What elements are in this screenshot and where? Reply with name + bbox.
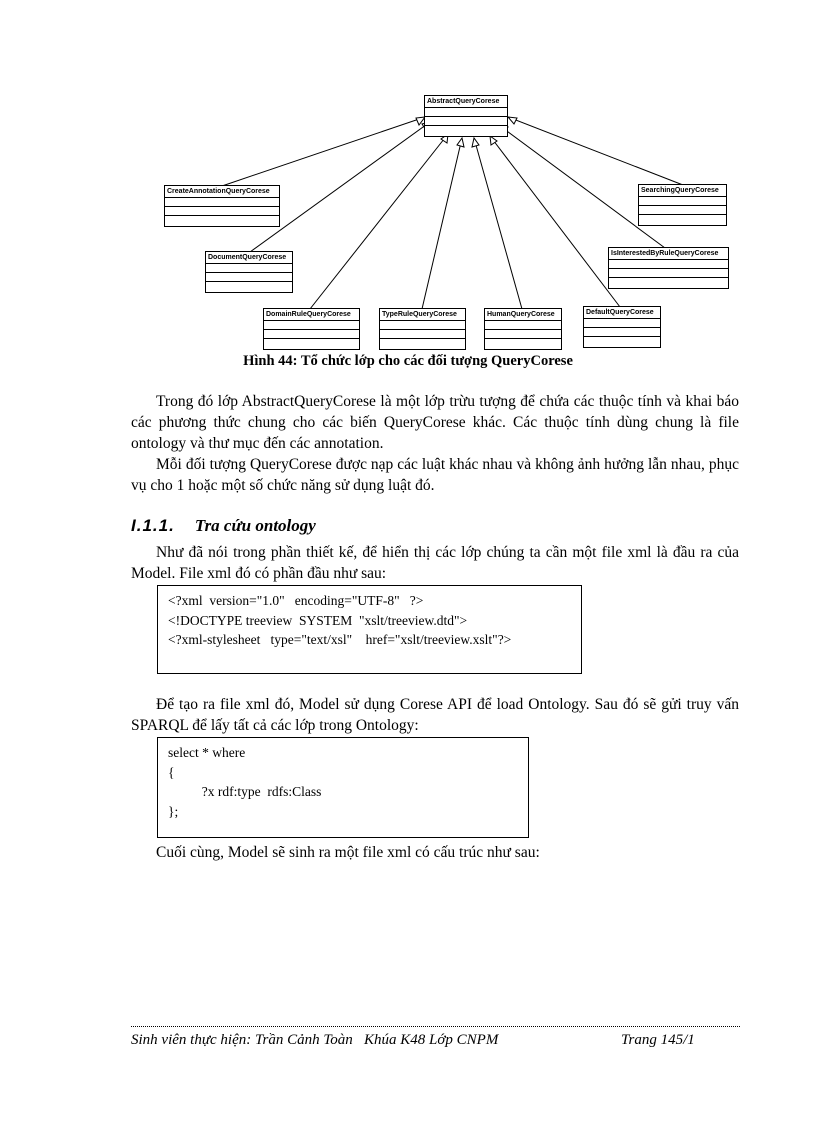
paragraph: Như đã nói trong phần thiết kế, để hiển thị các lớp chúng ta cần một file xml là đầu ra của Model. File xml đó có phần đầu như sau: <box>131 544 739 582</box>
figure-caption: Hình 44: Tổ chức lớp cho các đối tượng QueryCorese <box>243 353 573 369</box>
uml-class-document <box>205 251 293 293</box>
code-line: }; <box>168 803 179 819</box>
footer-divider <box>131 1026 740 1027</box>
uml-class-name: HumanQueryCorese <box>485 309 561 321</box>
arrow-type-rule <box>422 138 462 309</box>
paragraph-block-2 <box>131 542 739 584</box>
uml-class-human <box>484 308 562 350</box>
inheritance-arrows <box>0 0 816 360</box>
arrow-domain-rule <box>310 134 448 309</box>
arrow-human <box>474 138 522 309</box>
uml-class-name: DefaultQueryCorese <box>584 307 660 319</box>
code-box-xml-header <box>157 585 582 674</box>
uml-class-name: IsInterestedByRuleQueryCorese <box>609 248 728 260</box>
code-line: select * where <box>168 745 246 760</box>
paragraph: Mỗi đối tượng QueryCorese được nạp các luật khác nhau và không ảnh hưởng lẫn nhau, phục vụ cho 1 hoặc một số chức năng sử dụng luật đó. <box>131 456 739 494</box>
code-line: <!DOCTYPE treeview SYSTEM "xslt/treeview.dtd"> <box>168 612 468 628</box>
uml-class-type-rule <box>379 308 466 350</box>
section-title: Tra cứu ontology <box>194 516 316 535</box>
code-line: { <box>168 764 175 780</box>
uml-class-name: AbstractQueryCorese <box>425 96 507 108</box>
paragraph-block-4 <box>131 842 739 863</box>
paragraph-block-1 <box>131 391 739 496</box>
code-line: ?x rdf:type rdfs:Class <box>168 784 322 799</box>
uml-class-name: TypeRuleQueryCorese <box>380 309 465 321</box>
paragraph-block-3 <box>131 694 739 736</box>
section-number: I.1.1. <box>131 516 175 535</box>
uml-class-name: DomainRuleQueryCorese <box>264 309 359 321</box>
uml-class-domain-rule <box>263 308 360 350</box>
code-box-sparql <box>157 737 529 838</box>
uml-class-searching <box>638 184 727 226</box>
uml-class-name: CreateAnnotationQueryCorese <box>165 186 279 198</box>
uml-class-default <box>583 306 661 348</box>
paragraph: Cuối cùng, Model sẽ sinh ra một file xml có cấu trúc như sau: <box>156 844 540 861</box>
code-line: <?xml-stylesheet type="text/xsl" href="xslt/treeview.xslt"?> <box>168 632 512 647</box>
paragraph: Để tạo ra file xml đó, Model sử dụng Corese API để load Ontology. Sau đó sẽ gửi truy vấn SPARQL để lấy tất cả các lớp trong Ontology: <box>131 696 739 734</box>
section-heading <box>131 516 316 536</box>
footer-author: Sinh viên thực hiện: Trần Cảnh Toàn Khúa K48 Lớp CNPM <box>131 1032 499 1048</box>
paragraph: Trong đó lớp AbstractQueryCorese là một lớp trừu tượng để chứa các thuộc tính và khai báo các phương thức chung cho các biến QueryCorese khác. Các thuộc tính dùng chung là file ontology và thư mục đến các annotation. <box>131 393 739 452</box>
uml-class-abstract <box>424 95 508 137</box>
uml-class-create-annotation <box>164 185 280 227</box>
code-line: <?xml version="1.0" encoding="UTF-8" ?> <box>168 593 424 608</box>
uml-class-name: SearchingQueryCorese <box>639 185 726 197</box>
arrow-default <box>490 136 620 307</box>
arrow-create-annotation <box>222 117 425 186</box>
uml-class-is-interested <box>608 247 729 289</box>
footer-page-number: Trang 145/1 <box>621 1032 695 1048</box>
uml-class-name: DocumentQueryCorese <box>206 252 292 264</box>
